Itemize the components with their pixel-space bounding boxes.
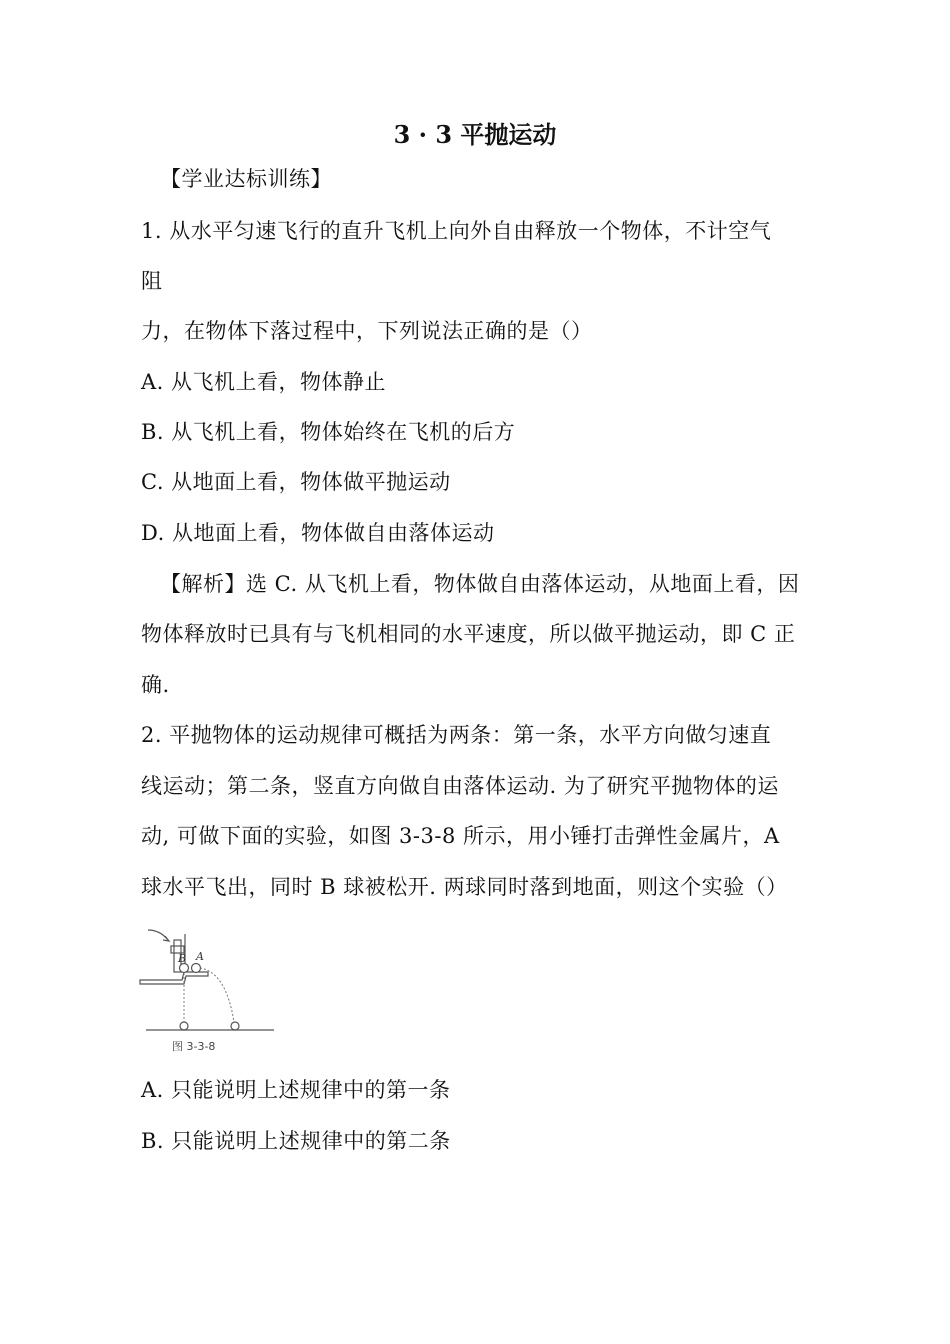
landed-ball-b: [180, 1022, 188, 1030]
section-header: 【学业达标训练】: [160, 167, 332, 191]
q1-option-c: C. 从地面上看，物体做平抛运动: [141, 470, 451, 494]
q1-stem-line-3: 力，在物体下落过程中，下列说法正确的是（）: [141, 319, 593, 343]
q2-stem-line-1: 2. 平抛物体的运动规律可概括为两条：第一条，水平方向做匀速直: [141, 723, 772, 747]
q1-option-b: B. 从飞机上看，物体始终在飞机的后方: [141, 420, 516, 444]
experiment-figure: [138, 926, 278, 1058]
q2-stem-line-4: 球水平飞出，同时 B 球被松开. 两球同时落到地面，则这个实验（）: [141, 875, 788, 899]
q1-analysis-line-2: 物体释放时已具有与飞机相同的水平速度，所以做平抛运动，即 C 正: [141, 622, 796, 646]
hammer-arrow-icon: [148, 930, 168, 940]
label-b: B: [178, 952, 187, 965]
q2-option-b: B. 只能说明上述规律中的第二条: [141, 1129, 451, 1153]
q1-stem-line-2: 阻: [141, 269, 163, 293]
page-title: 3 · 3 平抛运动: [393, 120, 557, 149]
q2-stem-line-2: 线运动；第二条，竖直方向做自由落体运动. 为了研究平抛物体的运: [141, 774, 779, 798]
q1-stem-line-1: 1. 从水平匀速飞行的直升飞机上向外自由释放一个物体，不计空气: [141, 219, 772, 243]
q2-option-a: A. 只能说明上述规律中的第一条: [141, 1078, 451, 1102]
experiment-diagram: [138, 926, 278, 1058]
q1-option-d: D. 从地面上看，物体做自由落体运动: [141, 521, 495, 545]
platform: [140, 972, 208, 984]
q1-analysis-line-3: 确.: [141, 673, 170, 697]
ball-a: [192, 964, 201, 973]
label-a: A: [196, 950, 204, 963]
q1-analysis-line-1: 【解析】选 C. 从飞机上看，物体做自由落体运动，从地面上看，因: [160, 572, 800, 596]
q2-stem-line-3: 动, 可做下面的实验，如图 3-3-8 所示，用小锤打击弹性金属片，A: [141, 824, 780, 848]
landed-ball-a: [231, 1022, 239, 1030]
figure-caption: 图 3-3-8: [172, 1040, 216, 1053]
q1-option-a: A. 从飞机上看，物体静止: [141, 370, 387, 394]
